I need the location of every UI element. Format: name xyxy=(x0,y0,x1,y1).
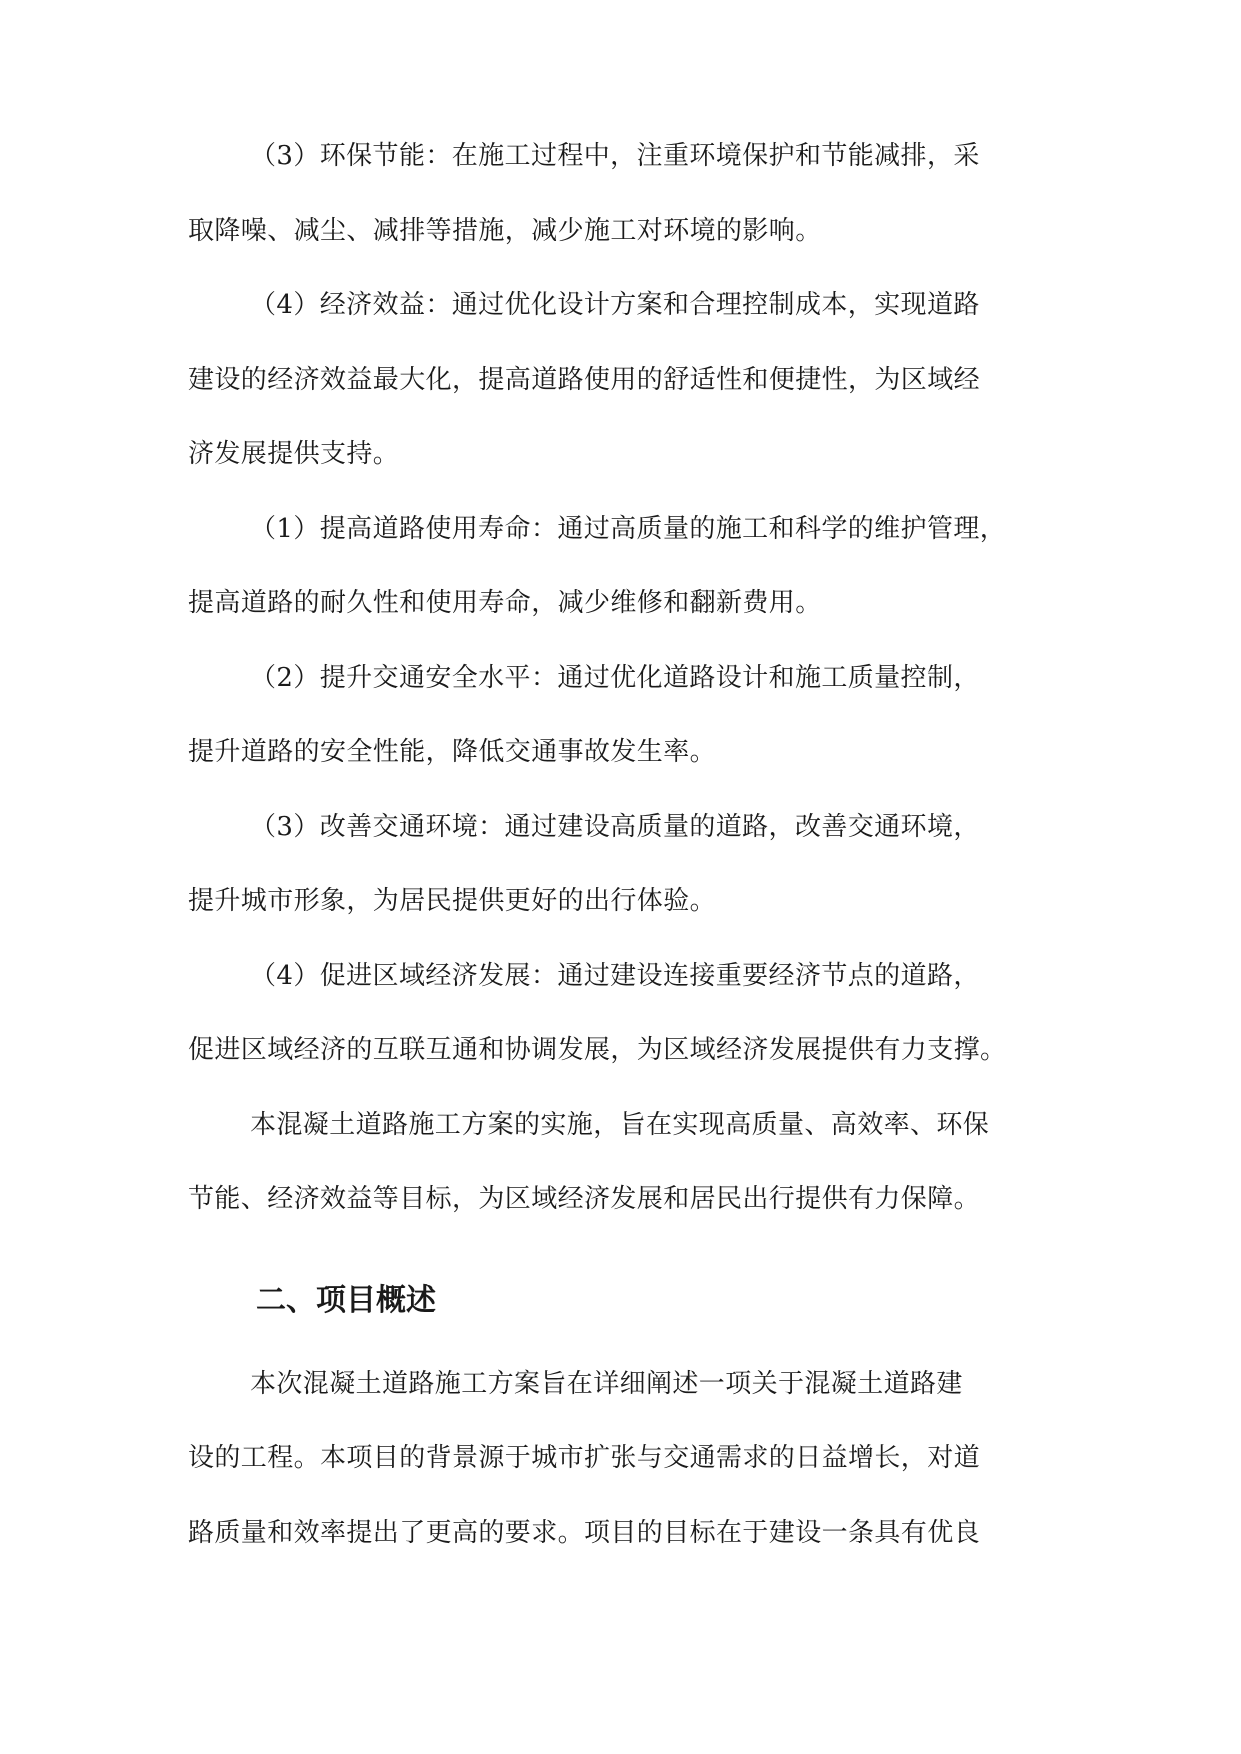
paragraph-line: （1）提高道路使用寿命：通过高质量的施工和科学的维护管理， xyxy=(250,514,1007,544)
paragraph-line: （4）经济效益：通过优化设计方案和合理控制成本，实现道路 xyxy=(250,290,980,320)
section-heading: 二、项目概述 xyxy=(256,1283,436,1318)
paragraph-line: 建设的经济效益最大化，提高道路使用的舒适性和便捷性，为区域经 xyxy=(188,365,981,395)
paragraph-line: 节能、经济效益等目标，为区域经济发展和居民出行提供有力保障。 xyxy=(188,1184,981,1214)
paragraph-line: 本混凝土道路施工方案的实施，旨在实现高质量、高效率、环保 xyxy=(250,1110,990,1140)
paragraph-line: （3）环保节能：在施工过程中，注重环境保护和节能减排，采 xyxy=(250,141,980,171)
paragraph-line: 设的工程。本项目的背景源于城市扩张与交通需求的日益增长，对道 xyxy=(188,1443,981,1473)
paragraph-line: 取降噪、减尘、减排等措施，减少施工对环境的影响。 xyxy=(188,216,822,246)
paragraph-line: （4）促进区域经济发展：通过建设连接重要经济节点的道路， xyxy=(250,961,980,991)
paragraph-line: 本次混凝土道路施工方案旨在详细阐述一项关于混凝土道路建 xyxy=(250,1369,963,1399)
paragraph-line: 提升城市形象，为居民提供更好的出行体验。 xyxy=(188,886,717,916)
paragraph-line: （3）改善交通环境：通过建设高质量的道路，改善交通环境， xyxy=(250,812,980,842)
paragraph-line: 济发展提供支持。 xyxy=(188,439,400,469)
paragraph-line: 提高道路的耐久性和使用寿命，减少维修和翻新费用。 xyxy=(188,588,822,618)
paragraph-line: 路质量和效率提出了更高的要求。项目的目标在于建设一条具有优良 xyxy=(188,1518,981,1548)
paragraph-line: 提升道路的安全性能，降低交通事故发生率。 xyxy=(188,737,717,767)
paragraph-line: （2）提升交通安全水平：通过优化道路设计和施工质量控制， xyxy=(250,663,980,693)
paragraph-line: 促进区域经济的互联互通和协调发展，为区域经济发展提供有力支撑。 xyxy=(188,1035,1007,1065)
